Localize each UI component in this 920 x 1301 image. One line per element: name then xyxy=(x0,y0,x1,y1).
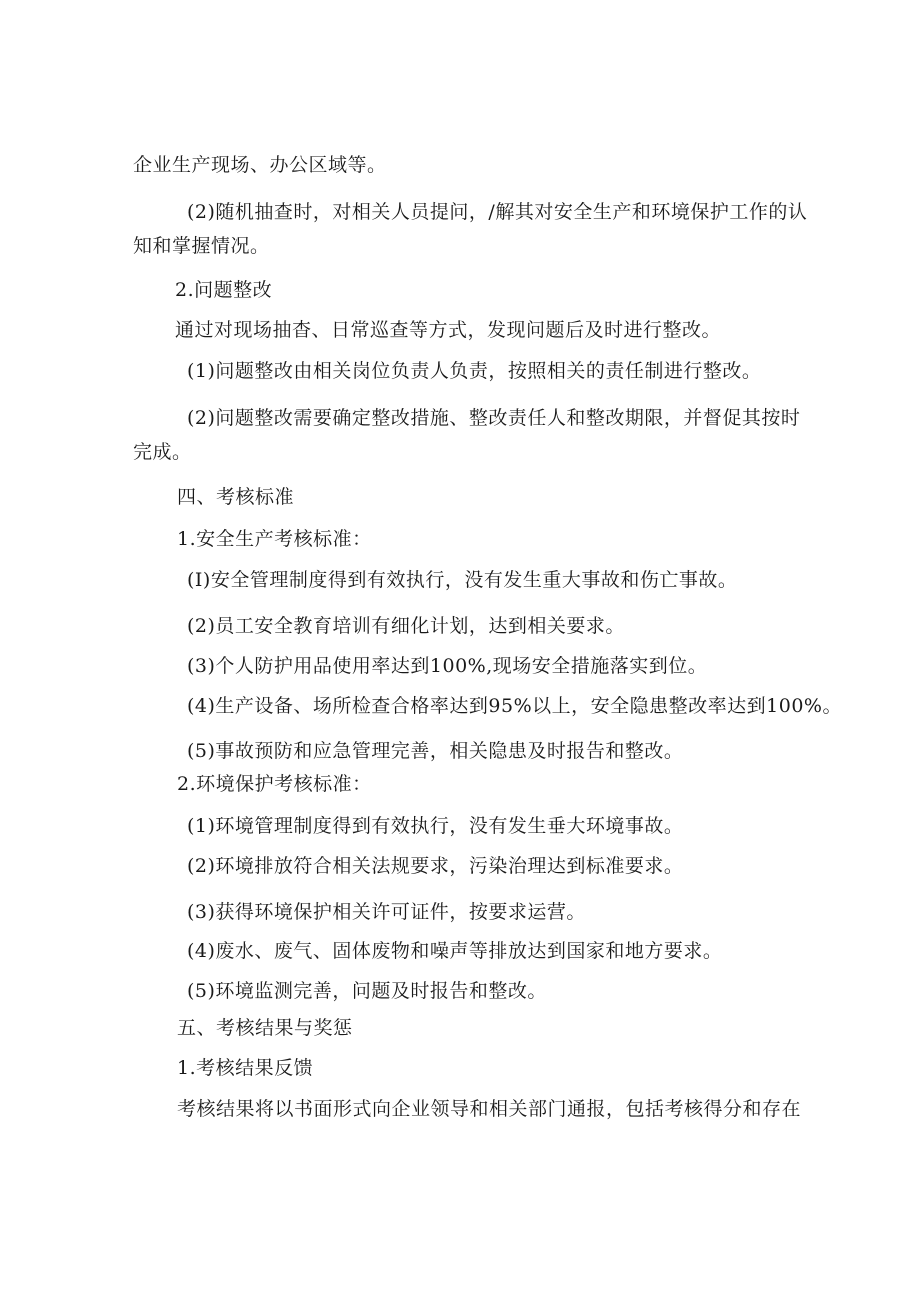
text-line: (I)安全管理制度得到有效执行，没有发生重大事故和伤亡事故。 xyxy=(187,569,738,591)
text-line: 企业生产现场、办公区域等。 xyxy=(133,154,387,176)
text-line: (2)随机抽查时，对相关人员提问，/解其对安全生产和环境保护工作的认 xyxy=(187,201,808,223)
text-line: 通过对现场抽杳、日常巡查等方式，发现问题后及时进行整改。 xyxy=(175,319,722,341)
text-line: 完成。 xyxy=(133,441,192,463)
text-line: (3)获得环境保护相关许可证件，按要求运营。 xyxy=(187,901,586,923)
section-heading: 1.考核结果反馈 xyxy=(177,1057,314,1079)
section-heading: 1.安全生产考核标准： xyxy=(177,528,372,550)
text-line: (4)生产设备、场所检查合格率达到95%以上，安全隐患整改率达到100%。 xyxy=(187,695,842,717)
text-line: 考核结果将以书面形式向企业领导和相关部门通报，包括考核得分和存在 xyxy=(177,1098,802,1120)
text-line: (2)环境排放符合相关法规要求，污染治理达到标准要求。 xyxy=(187,855,684,877)
text-line: (1)问题整改由相关岗位负责人负责，按照相关的责任制进行整改。 xyxy=(187,360,762,382)
text-line: (2)员工安全教育培训有细化计划，达到相关要求。 xyxy=(187,615,625,637)
text-line: (2)问题整改需要确定整改措施、整改责任人和整改期限，并督促其按时 xyxy=(187,407,801,429)
section-heading: 2.环境保护考核标准： xyxy=(177,773,372,795)
text-line: (5)环境监测完善，问题及时报告和整改。 xyxy=(187,980,547,1002)
text-line: (4)废水、废气、固体废物和噪声等排放达到国家和地方要求。 xyxy=(187,940,723,962)
text-line: (3)个人防护用品使用率达到100%,现场安全措施落实到位。 xyxy=(187,655,708,677)
section-heading: 四、考核标准 xyxy=(177,486,295,508)
text-line: (1)环境管理制度得到有效执行，没有发生垂大环境事故。 xyxy=(187,815,684,837)
text-line: 知和掌握情况。 xyxy=(133,235,270,257)
text-line: (5)事故预防和应急管理完善，相关隐患及时报告和整改。 xyxy=(187,740,684,762)
section-heading: 2.问题整改 xyxy=(175,279,273,301)
section-heading: 五、考核结果与奖惩 xyxy=(177,1017,353,1039)
